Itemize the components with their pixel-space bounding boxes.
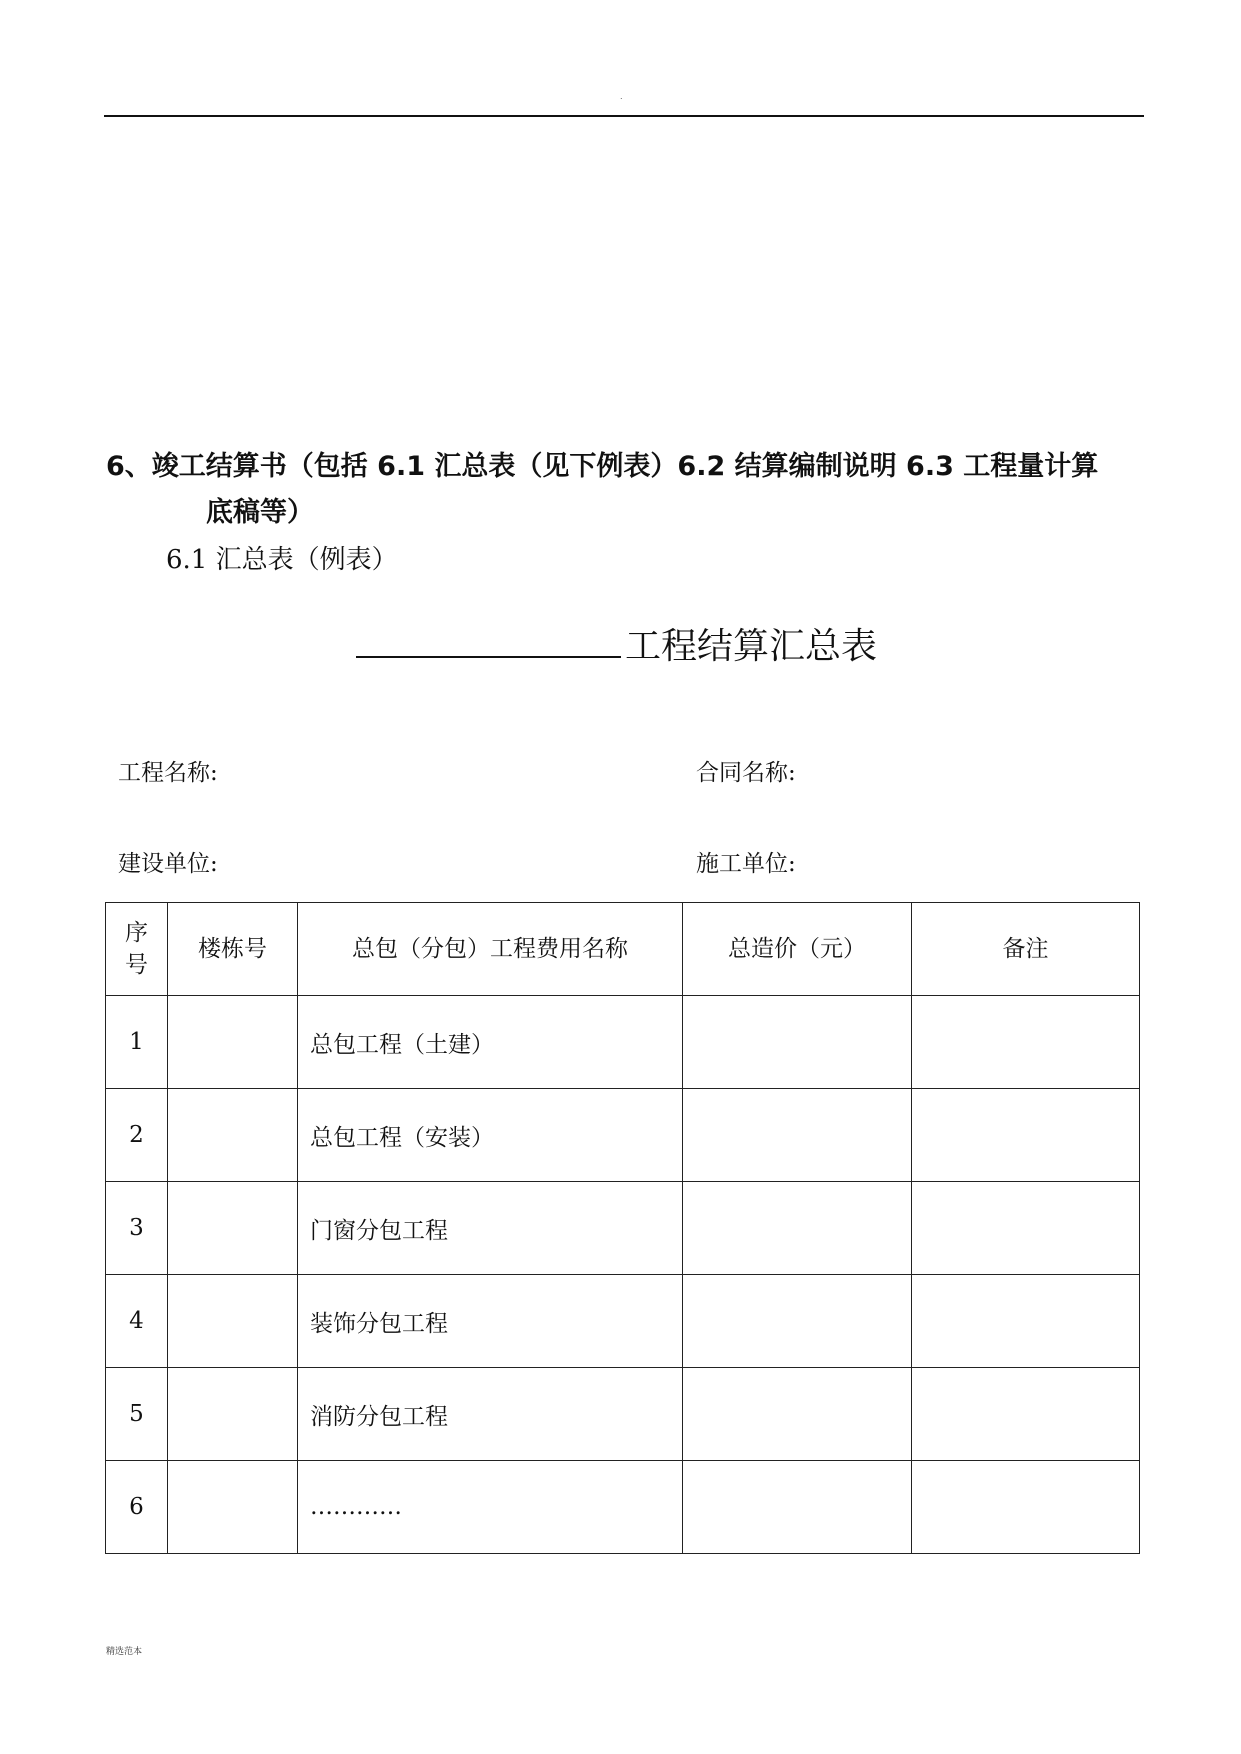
cell-cost <box>683 1461 912 1554</box>
cell-building <box>168 1368 298 1461</box>
header-name: 总包（分包）工程费用名称 <box>298 903 683 996</box>
table-row <box>106 1275 1140 1368</box>
table-row <box>106 1182 1140 1275</box>
table-row <box>106 1368 1140 1461</box>
table-title-text: 工程结算汇总表 <box>625 626 878 667</box>
footer-note: 精选范本 <box>106 1647 143 1657</box>
header-seq-line2: 号 <box>125 952 148 978</box>
header-building: 楼栋号 <box>168 903 298 996</box>
settlement-summary-table <box>105 902 1140 1554</box>
cell-building <box>168 1089 298 1182</box>
cell-name: 总包工程（土建） <box>298 996 683 1089</box>
cell-remark <box>912 1089 1140 1182</box>
cell-remark <box>912 1461 1140 1554</box>
subsection-heading: 6.1 汇总表（例表） <box>166 545 398 575</box>
cell-building <box>168 1182 298 1275</box>
table-row <box>106 1089 1140 1182</box>
cell-remark <box>912 1368 1140 1461</box>
contractor-label: 施工单位: <box>696 851 796 877</box>
cell-remark <box>912 1275 1140 1368</box>
cell-cost <box>683 1089 912 1182</box>
cell-seq: 6 <box>106 1461 168 1554</box>
table-row <box>106 996 1140 1089</box>
title-blank-line <box>356 622 621 658</box>
table-title <box>356 622 877 672</box>
cell-building <box>168 996 298 1089</box>
header-rule <box>104 115 1144 117</box>
cell-seq: 2 <box>106 1089 168 1182</box>
header-mark: . <box>620 92 623 101</box>
section-heading <box>106 444 1146 536</box>
cell-seq: 3 <box>106 1182 168 1275</box>
cell-name: 总包工程（安装） <box>298 1089 683 1182</box>
cell-name: 门窗分包工程 <box>298 1182 683 1275</box>
header-remark: 备注 <box>912 903 1140 996</box>
header-cost: 总造价（元） <box>683 903 912 996</box>
cell-name: ………… <box>298 1461 683 1554</box>
cell-cost <box>683 996 912 1089</box>
cell-cost <box>683 1275 912 1368</box>
project-name-label: 工程名称: <box>118 760 218 786</box>
cell-seq: 4 <box>106 1275 168 1368</box>
cell-remark <box>912 1182 1140 1275</box>
cell-cost <box>683 1368 912 1461</box>
cell-seq: 1 <box>106 996 168 1089</box>
cell-building <box>168 1461 298 1554</box>
section-heading-line1: 6、竣工结算书（包括 6.1 汇总表（见下例表）6.2 结算编制说明 6.3 工程量计算 <box>106 451 1099 482</box>
cell-name: 消防分包工程 <box>298 1368 683 1461</box>
header-seq-line1: 序 <box>125 920 148 946</box>
table-row <box>106 1461 1140 1554</box>
builder-label: 建设单位: <box>118 851 218 877</box>
cell-remark <box>912 996 1140 1089</box>
section-heading-line2: 底稿等） <box>206 497 314 528</box>
table-header-row <box>106 903 1140 996</box>
cell-cost <box>683 1182 912 1275</box>
header-seq <box>106 903 168 996</box>
contract-name-label: 合同名称: <box>696 760 796 786</box>
cell-name: 装饰分包工程 <box>298 1275 683 1368</box>
cell-seq: 5 <box>106 1368 168 1461</box>
cell-building <box>168 1275 298 1368</box>
